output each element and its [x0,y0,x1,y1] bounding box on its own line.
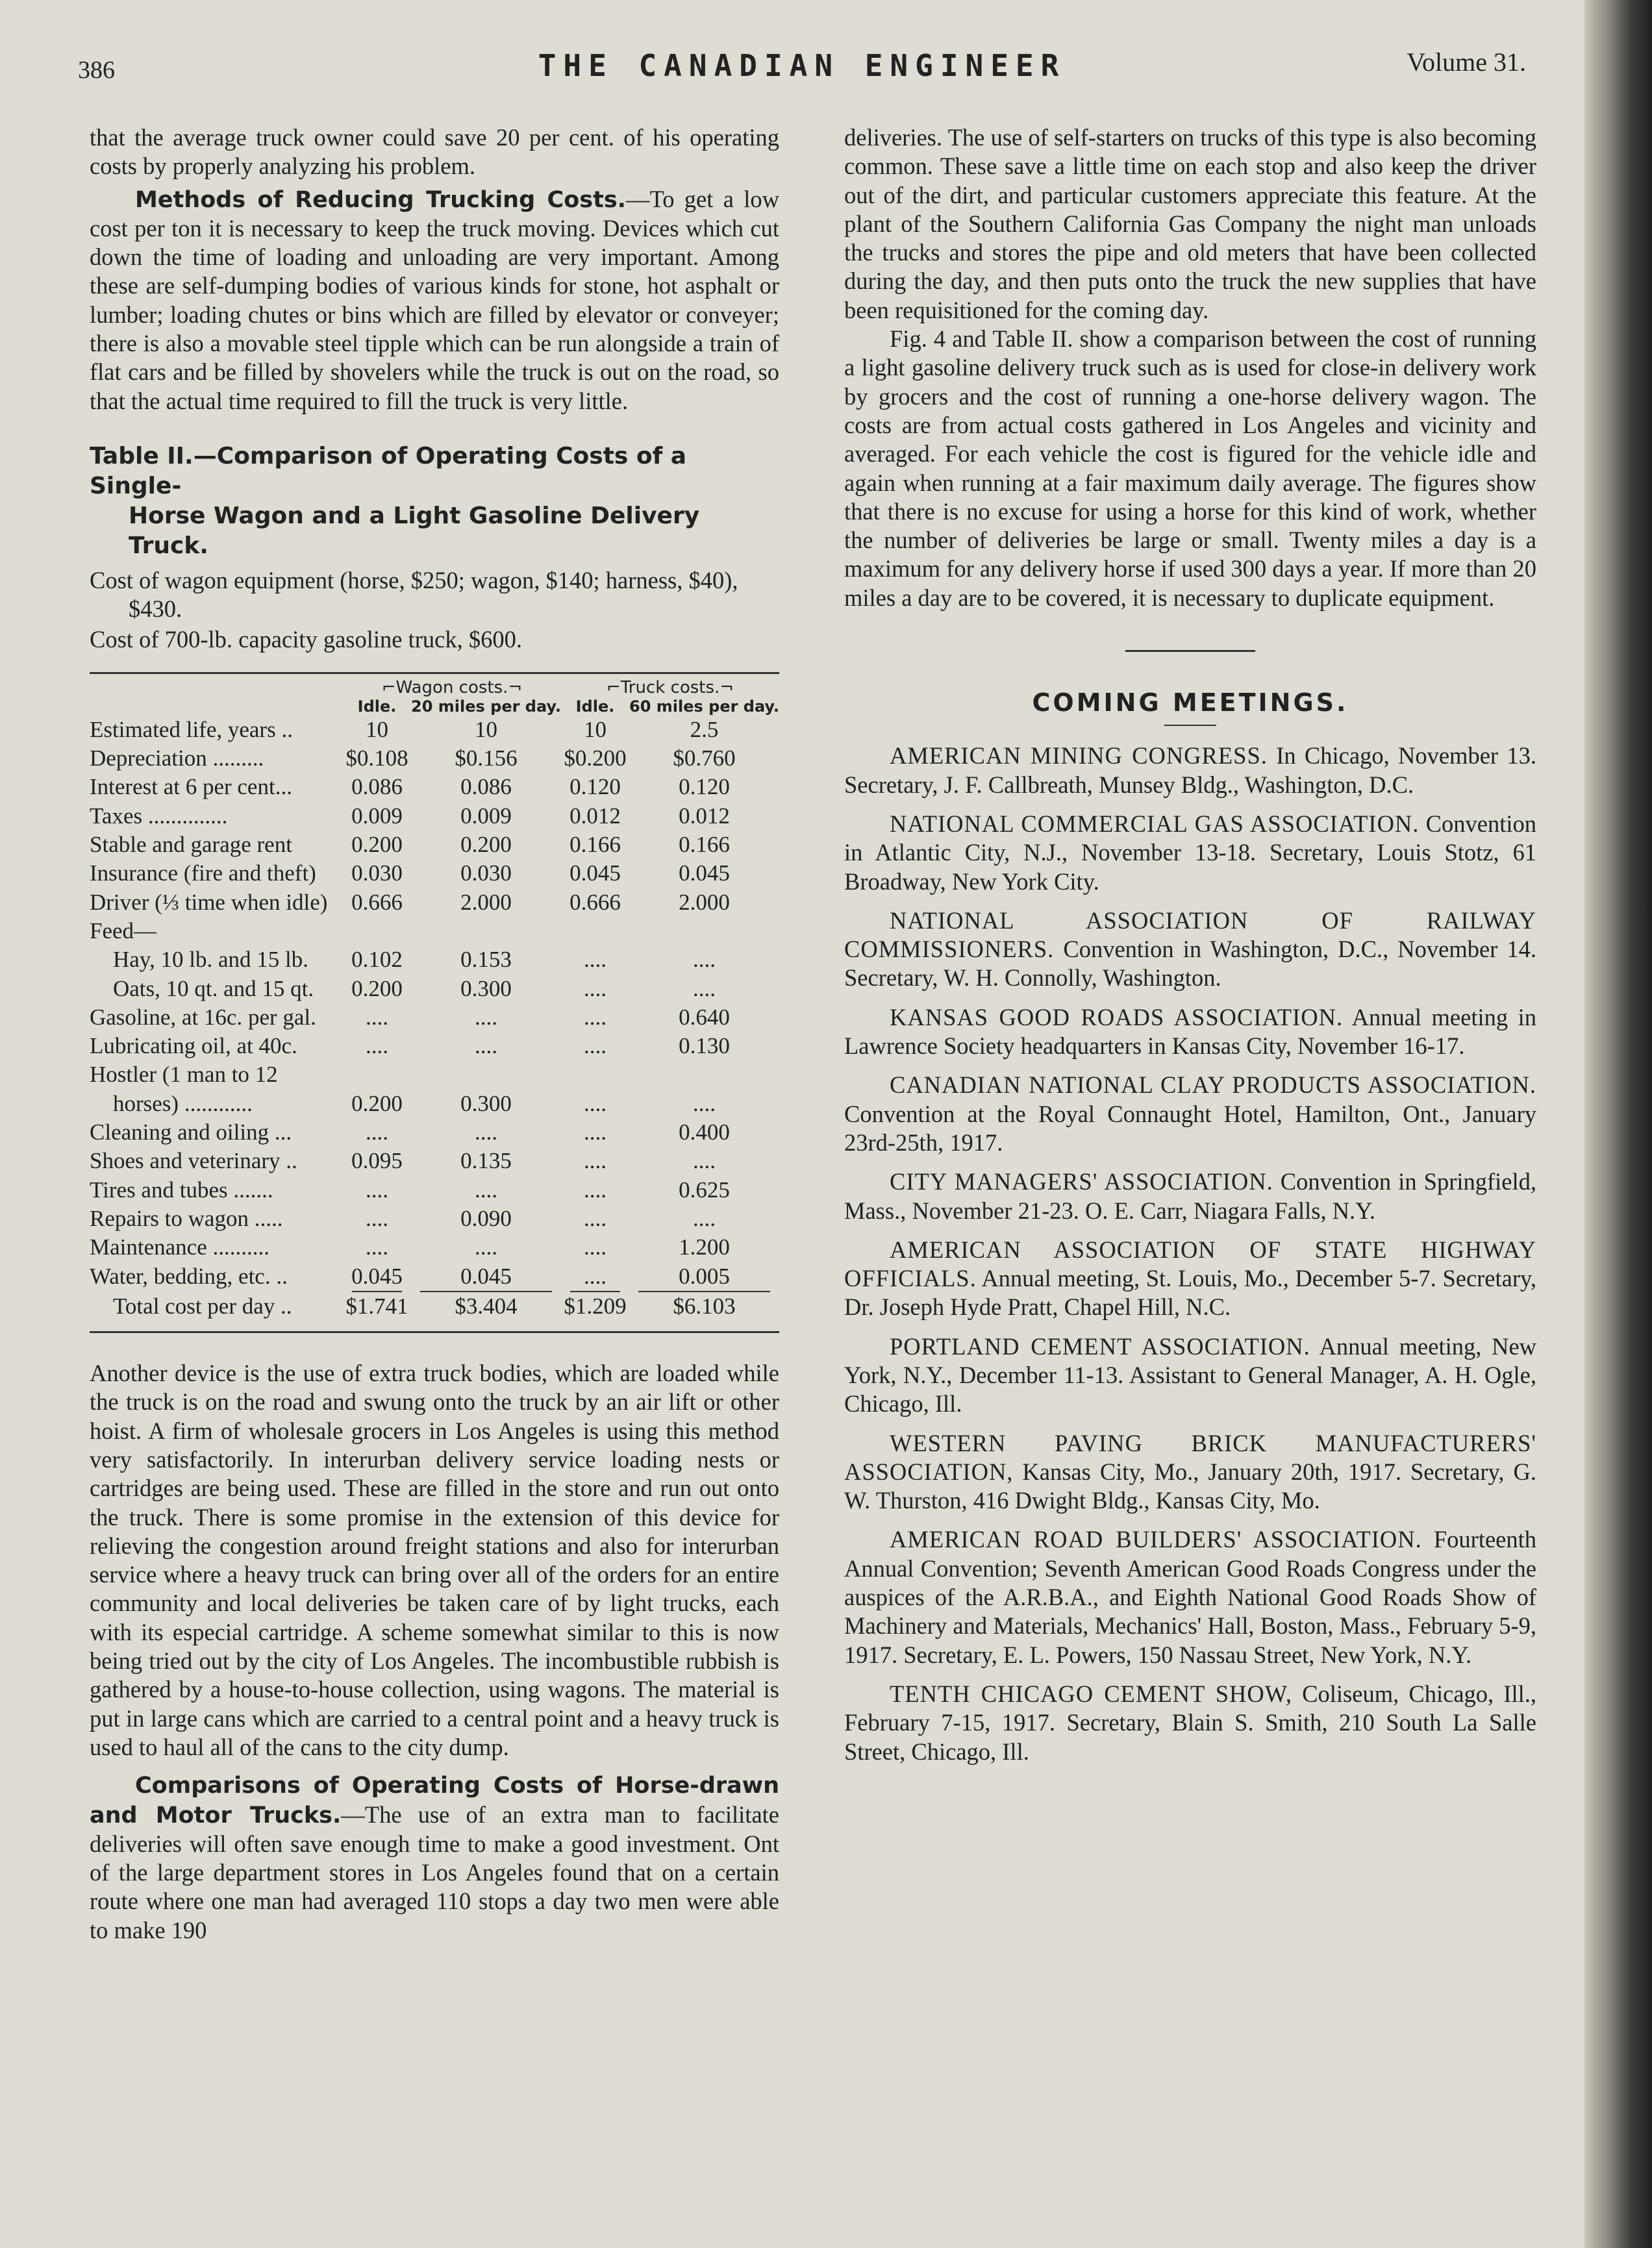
row-label: Gasoline, at 16c. per gal. [90,1004,316,1030]
meeting-name: AMERICAN ASSOCIATION OF STATE HIGHWAY OFFICIALS. [844,1236,1536,1292]
meetings-heading-rule [1164,725,1216,726]
row-label: Maintenance .......... [90,1234,269,1260]
table-row [90,802,779,831]
row-value: 0.045 [351,1263,403,1289]
row-label: Driver (⅓ time when idle) [90,889,328,915]
table-bottom-rule [90,1331,779,1333]
row-value: $0.108 [345,745,408,771]
wagon-run-header: 20 miles per day. [411,697,561,716]
row-value: 2.000 [460,889,512,915]
meeting-name: AMERICAN MINING CONGRESS. [890,742,1268,769]
table-row [90,1233,779,1262]
table-row [90,945,779,974]
row-value: 2.5 [690,716,719,742]
meeting-entry [844,742,1536,799]
row-label: Repairs to wagon ..... [90,1205,283,1231]
row-value: 0.130 [679,1033,730,1059]
meeting-details: Kansas City, Mo., January 20th, 1917. Secretary, G. W. Thurston, 416 Dwight Bldg., Kansas City, Mo. [844,1458,1536,1514]
table-row [90,716,779,744]
row-value: 0.300 [460,975,512,1001]
row-value: .... [693,1090,716,1116]
row-value: 0.009 [351,803,403,829]
table-row [90,1205,779,1233]
row-value: 0.086 [351,774,403,800]
row-value: 0.009 [460,803,512,829]
row-value: 0.200 [351,832,403,858]
table-title-line2: Horse Wagon and a Light Gasoline Delivery Truck. [129,502,700,559]
row-value: .... [475,1033,497,1059]
row-value: .... [584,1033,607,1059]
meeting-details: Annual meeting, St. Louis, Mo., December 5-7. Secretary, Dr. Joseph Hyde Pratt, Chapel Hill, N.C. [844,1265,1536,1321]
row-value: 0.166 [569,832,621,858]
row-value: 0.640 [679,1004,730,1030]
meeting-name: WESTERN PAVING BRICK MANUFACTURERS' ASSOCIATION, [844,1429,1536,1485]
meeting-entry [844,1236,1536,1322]
row-label: Hostler (1 man to 12 [90,1062,278,1088]
row-value: .... [584,975,607,1001]
row-value: 0.095 [351,1148,403,1174]
meeting-entry [844,1680,1536,1766]
row-value: .... [584,1004,607,1030]
row-value: .... [584,1119,607,1145]
row-value: 0.102 [351,947,403,973]
row-label: Estimated life, years .. [90,716,293,742]
meeting-details: Convention in Springfield, Mass., November 21-23. O. E. Carr, Niagara Falls, N.Y. [844,1168,1537,1224]
row-value: .... [584,1177,607,1203]
intro-paragraph: that the average truck owner could save 20 per cent. of his operating costs by properly analyzing his problem. [90,124,779,180]
meeting-details: Annual meeting in Lawrence Society headquarters in Kansas City, November 16-17. [844,1003,1537,1060]
row-value: 0.166 [679,832,730,858]
row-value: 1.200 [679,1234,730,1260]
meeting-details: In Chicago, November 13. Secretary, J. F. Callbreath, Munsey Bldg., Washington, D.C. [844,742,1536,798]
row-value: 0.012 [679,803,730,829]
row-value: 0.625 [679,1177,730,1203]
total-value: $1.209 [564,1293,627,1319]
row-label: Interest at 6 per cent... [90,774,292,800]
row-value: 0.200 [351,1090,403,1116]
row-label: Water, bedding, etc. .. [90,1263,288,1289]
wagon-group-header: ⌐Wagon costs.¬ [381,677,523,697]
meeting-name: NATIONAL COMMERCIAL GAS ASSOCIATION. [890,810,1420,837]
row-value: .... [366,1033,389,1059]
row-value: 0.135 [460,1148,512,1174]
total-value: $3.404 [455,1293,518,1319]
row-value: 0.153 [460,947,512,973]
row-value [411,1060,561,1089]
meetings-heading: COMING MEETINGS. [1032,688,1349,718]
table-sub-header [90,697,779,716]
meeting-details: Annual meeting, New York, N.Y., December 11-13. Assistant to General Manager, A. H. Ogle, Chicago, Ill. [844,1332,1536,1417]
row-label: Oats, 10 qt. and 15 qt. [113,975,314,1001]
row-value: .... [584,1205,607,1231]
section1-body: —To get a low cost per ton it is necessary to keep the truck moving. Devices which cut down the time of loading and unloading are very important. Among these are self-dumping bodies of various kinds for stone, hot asphalt or lumber; loading chutes or bins which are filled by elevator or conveyer; there is also a movable steel tipple which can be run alongside a train of flat cars and be filled by shovelers while the truck is out on the road, so that the actual time required to fill the truck is very little. [90,185,779,414]
row-value: .... [475,1004,497,1030]
total-value: $1.741 [345,1293,408,1319]
row-value: 0.045 [569,860,621,886]
table-row [90,1090,779,1118]
row-value: 0.200 [351,975,403,1001]
row-label: horses) ............ [113,1090,253,1116]
row-value [561,917,629,945]
row-value: 0.400 [679,1119,730,1145]
meeting-details: Coliseum, Chicago, Ill., February 7-15, 1917. Secretary, Blain S. Smith, 210 South La Salle Street, Chicago, Ill. [844,1680,1536,1765]
row-value: 10 [584,716,607,742]
row-value: .... [584,1263,607,1289]
table-title-line1: Table II.—Comparison of Operating Costs of a Single- [90,442,687,499]
volume-label: Volume 31. [1407,47,1526,77]
row-value: 10 [475,716,497,742]
row-value: .... [693,1205,716,1231]
row-value: 0.012 [569,803,621,829]
table-title [90,442,779,561]
meeting-entry [844,906,1536,993]
row-label: Depreciation ......... [90,745,264,771]
row-value: $0.200 [564,745,627,771]
row-label: Insurance (fire and theft) [90,860,316,886]
row-value: 0.045 [460,1263,512,1289]
row-value: 0.086 [460,774,512,800]
row-label: Taxes .............. [90,803,228,829]
meeting-entry [844,810,1536,896]
row-value [561,1060,629,1089]
section-divider [1125,650,1255,652]
meeting-name: PORTLAND CEMENT ASSOCIATION. [890,1332,1310,1360]
book-spine-shadow [1584,0,1652,2248]
right-paragraph-1: deliveries. The use of self-starters on trucks of this type is also becoming common. These save a little time on each stop and also keep the driver out of the dirt, and particular customers appreciate this feature. At the plant of the Southern California Gas Company the night man unloads the trucks and stores the pipe and old meters that have been collected during the day, and then puts onto the truck the new supplies that have been requisitioned for the coming day. [844,124,1536,323]
wagon-cost-line: Cost of wagon equipment (horse, $250; wagon, $140; harness, $40), $430. [90,566,738,623]
table-row [90,1060,779,1089]
table-row [90,975,779,1003]
section1-paragraph [90,185,779,416]
row-value: .... [366,1234,389,1260]
table-row [90,917,779,945]
row-value: 0.030 [460,860,512,886]
row-value: 0.120 [679,774,730,800]
row-value: 0.120 [569,774,621,800]
row-value: .... [584,947,607,973]
meeting-details: Convention in Atlantic City, N.J., November 13-18. Secretary, Louis Stotz, 61 Broadway, New York City. [844,810,1537,895]
row-value [629,1060,779,1089]
meeting-entry [844,1168,1536,1225]
page-header [78,43,1526,88]
total-value: $6.103 [673,1293,736,1319]
meeting-details: Convention at the Royal Connaught Hotel, Hamilton, Ont., January 23rd-25th, 1917. [844,1100,1536,1156]
row-label: Shoes and veterinary .. [90,1148,297,1174]
table-group-header [90,678,779,697]
section1-heading: Methods of Reducing Trucking Costs. [135,186,626,213]
row-label: Stable and garage rent [90,832,292,858]
table-row [90,1176,779,1205]
row-value [629,917,779,945]
row-value [411,917,561,945]
row-value: .... [475,1119,497,1145]
row-value: .... [693,975,716,1001]
table-row [90,1147,779,1175]
row-value: 2.000 [679,889,730,915]
row-value: .... [366,1205,389,1231]
row-value: 10 [366,716,389,742]
meeting-entry [844,1525,1536,1669]
meeting-name: NATIONAL ASSOCIATION OF RAILWAY COMMISSIONERS. [844,906,1536,963]
row-value: .... [366,1177,389,1203]
row-value: .... [366,1119,389,1145]
table-row [90,859,779,888]
table-top-rule [90,672,779,674]
wagon-idle-header: Idle. [357,697,397,716]
row-value: $0.760 [673,745,736,771]
meeting-details: Convention in Washington, D.C., November 14. Secretary, W. H. Connolly, Washington. [844,936,1536,992]
row-value: 0.005 [679,1263,730,1289]
table-row [90,831,779,859]
table-row [90,744,779,773]
cost-table [90,678,779,1321]
row-label: Cleaning and oiling ... [90,1119,292,1145]
row-value: .... [584,1234,607,1260]
truck-group-header: ⌐Truck costs.¬ [606,677,734,697]
row-value: 0.030 [351,860,403,886]
row-value: .... [693,947,716,973]
row-value: $0.156 [455,745,518,771]
row-label: Feed— [90,918,157,943]
page-number: 386 [78,56,115,84]
meeting-entry [844,1429,1536,1516]
right-column [844,123,1536,1766]
journal-title: THE CANADIAN ENGINEER [538,48,1066,83]
row-label: Tires and tubes ....... [90,1177,273,1203]
row-label: Lubricating oil, at 40c. [90,1033,297,1059]
meeting-details: Fourteenth Annual Convention; Seventh American Good Roads Congress under the auspices of the A.R.B.A., and Eighth National Good Roads Show of Machinery and Materials, Mechanics' Hall, Boston, Mass., February 5-9, 1917. Secretary, E. L. Powers, 150 Nassau Street, New York, N.Y. [844,1526,1536,1668]
meetings-list [844,742,1536,1766]
meeting-name: CANADIAN NATIONAL CLAY PRODUCTS ASSOCIATION. [890,1071,1536,1099]
table-row [90,1262,779,1291]
row-value: 0.666 [569,889,621,915]
left-column [90,123,779,1945]
row-value: 0.045 [679,860,730,886]
row-value: .... [366,1004,389,1030]
meeting-entry [844,1332,1536,1419]
total-label: Total cost per day .. [113,1293,292,1319]
truck-run-header: 60 miles per day. [629,697,779,716]
row-value: 0.300 [460,1090,512,1116]
row-value: 0.090 [460,1205,512,1231]
row-label: Hay, 10 lb. and 15 lb. [113,947,309,973]
section2-heading: Comparisons of Operating Costs of Horse-drawn and Motor Trucks. [90,1773,779,1829]
meeting-name: AMERICAN ROAD BUILDERS' ASSOCIATION. [890,1526,1422,1553]
table-row [90,888,779,917]
total-row [90,1292,779,1321]
truck-cost-line: Cost of 700-lb. capacity gasoline truck, $600. [90,625,522,653]
table-row [90,1118,779,1147]
row-value: .... [475,1234,497,1260]
meeting-entry [844,1003,1536,1061]
table-row [90,1032,779,1060]
row-value [343,917,411,945]
section2-paragraph [90,1771,779,1945]
row-value: .... [584,1090,607,1116]
table-row [90,773,779,801]
table-row [90,1003,779,1032]
meeting-entry [844,1071,1536,1157]
row-value: .... [584,1148,607,1174]
meeting-name: KANSAS GOOD ROADS ASSOCIATION. [890,1003,1344,1030]
row-value [343,1060,411,1089]
right-paragraph-2: Fig. 4 and Table II. show a comparison between the cost of running a light gasoline delivery truck such as is used for close-in delivery work by grocers and the cost of running a one-horse delivery wagon. The costs are from actual costs gathered in Los Angeles and vicinity and averaged. For each vehicle the cost is figured for the vehicle idle and again when running at a fair maximum daily average. The figures show that there is no excuse for using a horse for this kind of work, whether the number of deliveries be large or small. Twenty miles a day is a maximum for any delivery horse if used 300 days a year. If more than 20 miles a day are to be covered, it is necessary to duplicate equipment. [844,325,1536,611]
row-value: 0.666 [351,889,403,915]
row-value: .... [693,1148,716,1174]
section2-body: —The use of an extra man to facilitate deliveries will often save enough time to make a good investment. Ont of the large department stores in Los Angeles found that on a certain route where one man had averaged 110 stops a day two men were able to make 190 [90,1801,779,1943]
after-table-paragraph: Another device is the use of extra truck bodies, which are loaded while the truck is on the road and swung onto the truck by an air lift or other hoist. A firm of wholesale grocers in Los Angeles is using this method very satisfactorily. In interurban delivery service loading nests or cartridges are being used. These are filled in the store and run out onto the truck. There is some promise in the extension of this device for relieving the congestion around freight stations and also for interurban service where a heavy truck can bring over all of the orders for an entire community and local deliveries be taken care of by light trucks, each with its especial cartridge. A scheme somewhat similar to this is now being tried out by the city of Los Angeles. The incombustible rubbish is gathered by a house-to-house collection, using wagons. The material is put in large cans which are carried to a central point and a heavy truck is used to haul all of the cans to the city dump. [90,1360,779,1760]
row-value: .... [475,1177,497,1203]
truck-idle-header: Idle. [575,697,615,716]
meeting-name: CITY MANAGERS' ASSOCIATION. [890,1168,1273,1195]
row-value: 0.200 [460,832,512,858]
meeting-name: TENTH CHICAGO CEMENT SHOW, [890,1680,1293,1707]
